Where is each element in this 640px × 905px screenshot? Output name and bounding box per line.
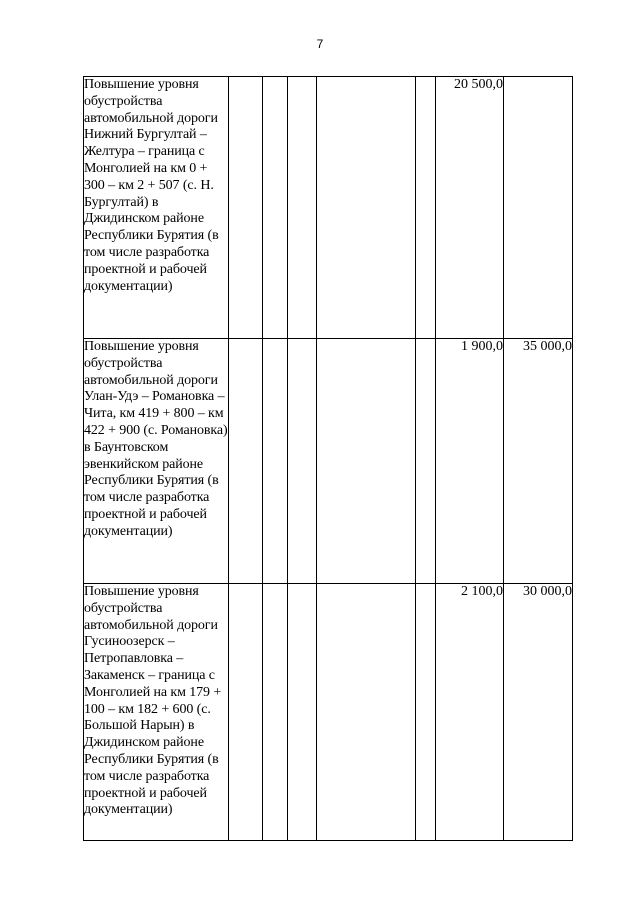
table-cell <box>263 584 288 841</box>
table-cell <box>317 77 416 339</box>
description-cell: Повышение уровня обустройства автомобильной дороги Улан-Удэ – Романовка – Чита, км 419 + 800 – км 422 + 900 (с. Романовка) в Баунтовском эвенкийском районе Республики Бурятия (в том числе разработка проектной и рабочей документации) <box>84 339 229 584</box>
table-cell <box>416 77 436 339</box>
table-cell <box>288 584 317 841</box>
table-cell <box>229 77 263 339</box>
amount-cell: 35 000,0 <box>504 339 573 584</box>
table-cell <box>263 339 288 584</box>
table-cell <box>288 339 317 584</box>
table-cell <box>416 584 436 841</box>
table-row <box>84 584 573 841</box>
table-cell <box>229 339 263 584</box>
description-cell: Повышение уровня обустройства автомобильной дороги Нижний Бургултай – Желтура – граница с Монголией на км 0 + 300 – км 2 + 507 (с. Н. Бургултай) в Джидинском районе Республики Бурятия (в том числе разработка проектной и рабочей документации) <box>84 77 229 339</box>
amount-cell: 2 100,0 <box>436 584 504 841</box>
table-cell <box>416 339 436 584</box>
table-row <box>84 339 573 584</box>
amount-cell: 1 900,0 <box>436 339 504 584</box>
description-cell: Повышение уровня обустройства автомобильной дороги Гусиноозерск – Петропавловка – Закаменск – граница с Монголией на км 179 + 100 – км 182 + 600 (с. Большой Нарын) в Джидинском районе Республики Бурятия (в том числе разработка проектной и рабочей документации) <box>84 584 229 841</box>
amount-cell: 20 500,0 <box>436 77 504 339</box>
table-cell <box>288 77 317 339</box>
table-cell <box>317 339 416 584</box>
table-cell <box>317 584 416 841</box>
table-row <box>84 77 573 339</box>
amount-cell: 30 000,0 <box>504 584 573 841</box>
road-works-table <box>83 76 573 841</box>
table-cell <box>229 584 263 841</box>
amount-cell <box>504 77 573 339</box>
table-cell <box>263 77 288 339</box>
page-number: 7 <box>316 37 324 51</box>
